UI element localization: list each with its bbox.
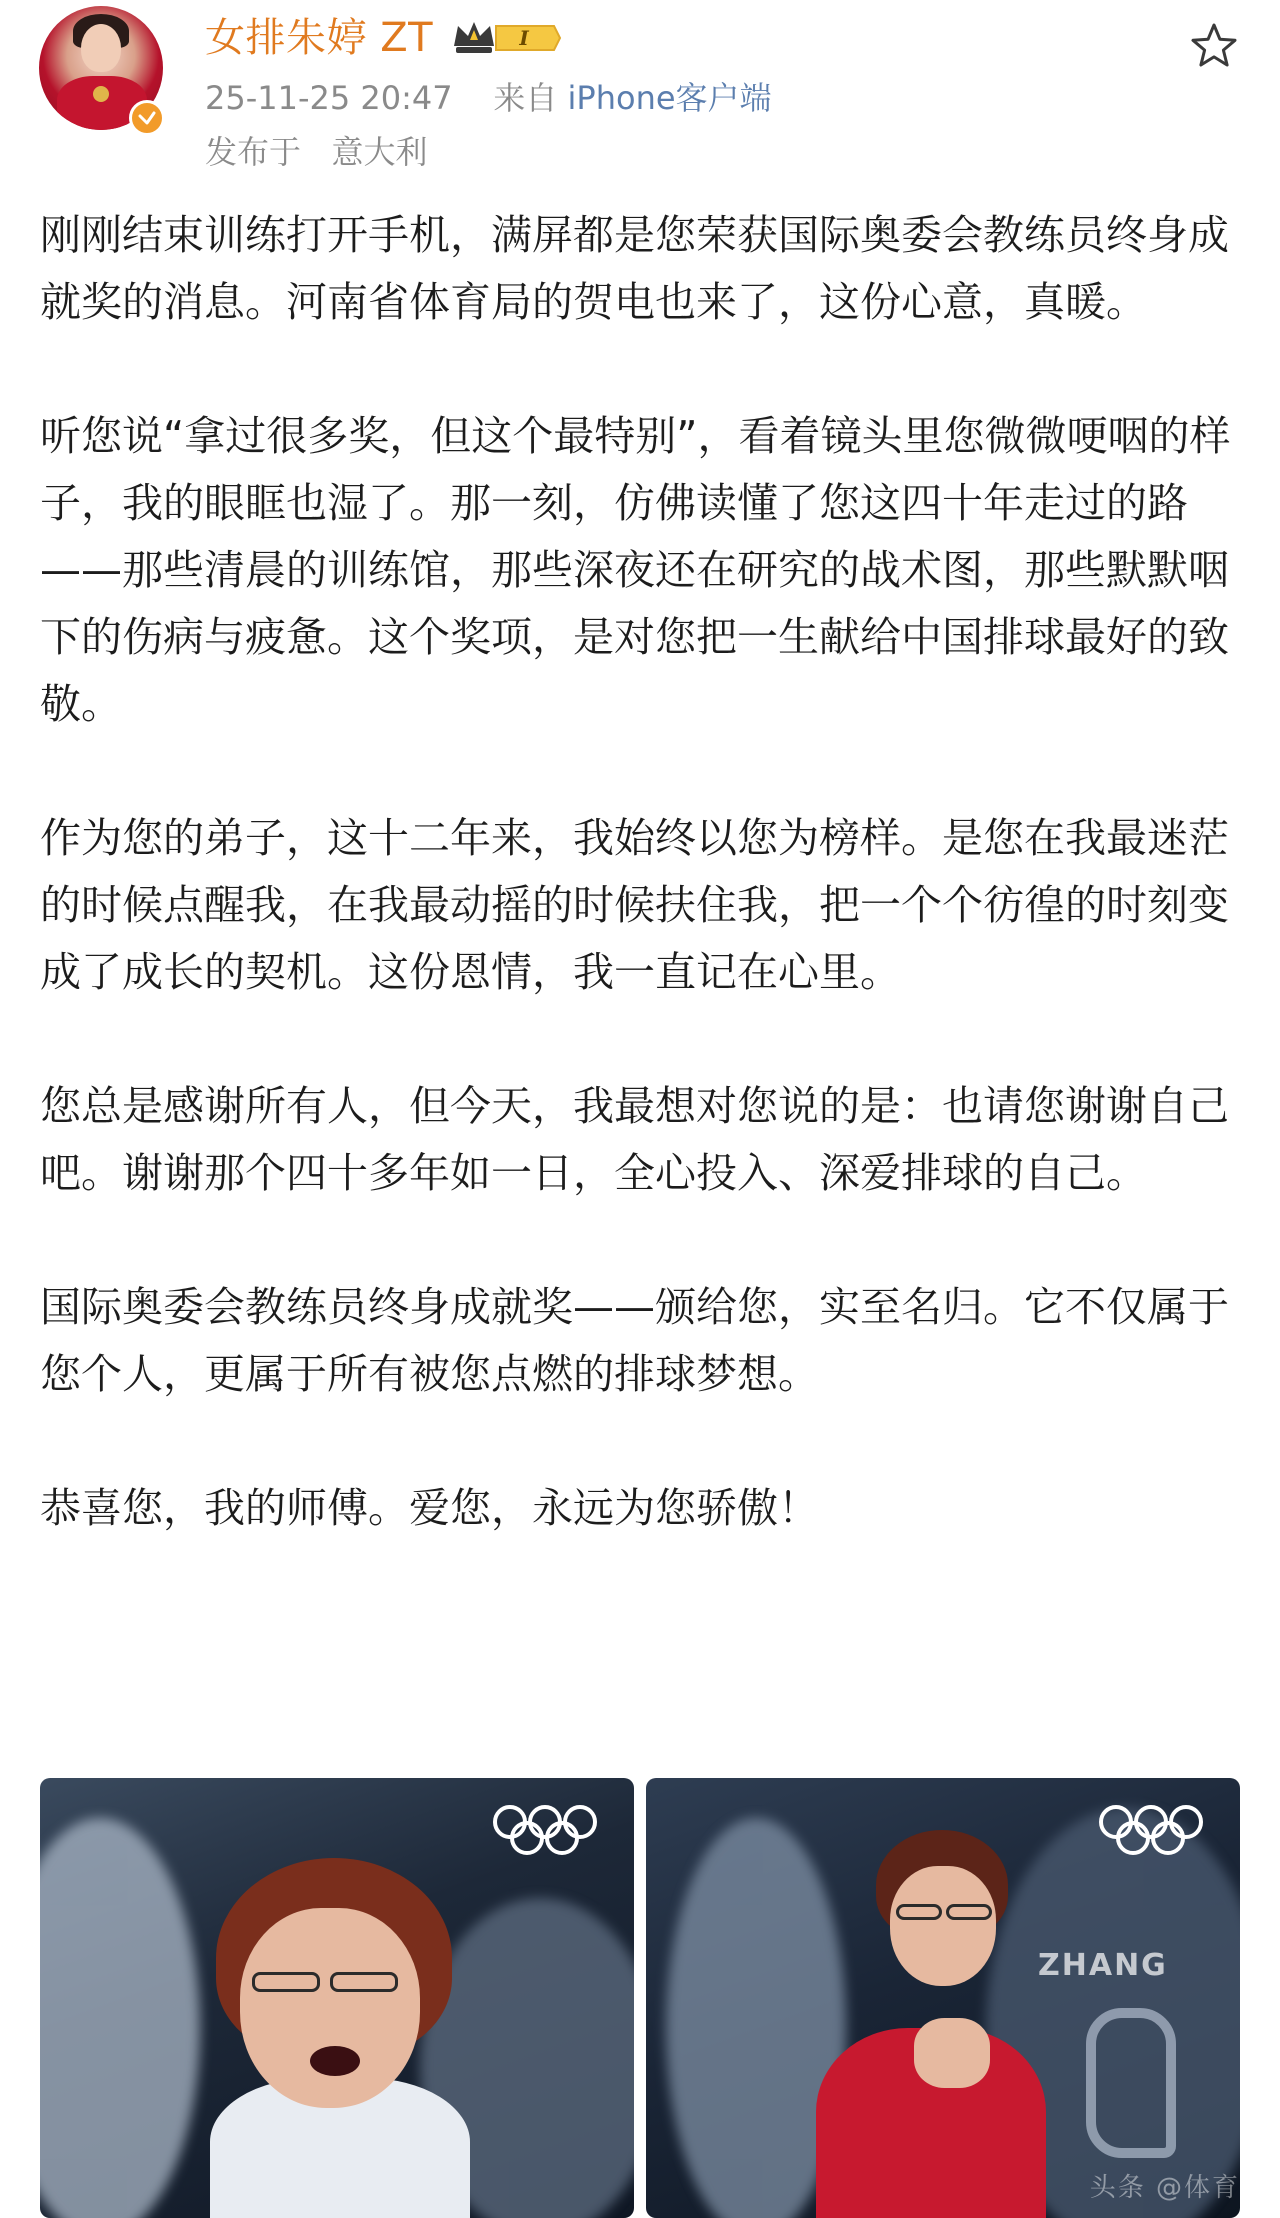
post-body — [40, 202, 1250, 1542]
avatar[interactable] — [39, 6, 163, 130]
favorite-star-icon[interactable] — [1188, 20, 1240, 72]
paragraph: 国际奥委会教练员终身成就奖——颁给您，实至名归。它不仅属于您个人，更属于所有被您点燃的排球梦想。 — [40, 1283, 1229, 1398]
verified-badge-icon — [129, 100, 165, 136]
coach-face — [890, 1866, 996, 1986]
post-photo-1[interactable] — [40, 1778, 634, 2218]
coach-glasses — [330, 1972, 398, 1992]
avatar-face — [81, 24, 121, 72]
avatar-medal — [93, 86, 109, 102]
image-watermark: 头条 @体育 — [1089, 2173, 1240, 2203]
post-header — [0, 0, 1280, 180]
post-timestamp: 25-11-25 20:47 — [205, 79, 453, 117]
vip-level-text: I — [519, 26, 529, 50]
post-meta — [205, 76, 772, 120]
olympic-rings-icon — [1096, 1802, 1206, 1858]
paragraph: 作为您的弟子，这十二年来，我始终以您为榜样。是您在我最迷茫的时候点醒我，在我最动摇的时候扶住我，把一个个彷徨的时刻变成了成长的契机。这份恩情，我一直记在心里。 — [40, 814, 1229, 996]
location-name: 意大利 — [331, 133, 428, 171]
player-jersey-text: ZHANG — [1038, 1948, 1168, 1983]
coach-face — [240, 1908, 420, 2108]
location-prefix: 发布于 — [205, 133, 302, 171]
username[interactable]: 女排朱婷 ZT — [205, 15, 434, 61]
paragraph: 您总是感谢所有人，但今天，我最想对您说的是：也请您谢谢自己吧。谢谢那个四十多年如一日，全心投入、深爱排球的自己。 — [40, 1082, 1229, 1197]
source-link[interactable]: iPhone客户端 — [567, 79, 772, 117]
vip-crown-badge-icon[interactable] — [450, 16, 562, 60]
player-jersey-number — [1086, 2008, 1176, 2158]
paragraph: 恭喜您，我的师傅。爱您，永远为您骄傲！ — [40, 1484, 819, 1532]
paragraph: 听您说“拿过很多奖，但这个最特别”，看着镜头里您微微哽咽的样子，我的眼眶也湿了。那一刻，仿佛读懂了您这四十年走过的路——那些清晨的训练馆，那些深夜还在研究的战术图，那些默默咽下的伤病与疲惫。这个奖项，是对您把一生献给中国排球最好的致敬。 — [40, 412, 1231, 728]
coach-glasses — [896, 1904, 942, 1920]
coach-glasses — [252, 1972, 320, 1992]
paragraph: 刚刚结束训练打开手机，满屏都是您荣获国际奥委会教练员终身成就奖的消息。河南省体育局的贺电也来了，这份心意，真暖。 — [40, 211, 1229, 326]
post-image-grid — [40, 1778, 1240, 2203]
coach-glasses — [946, 1904, 992, 1920]
post-photo-2[interactable] — [646, 1778, 1240, 2218]
coach-hands — [914, 2018, 990, 2088]
blurred-player-figure — [40, 1818, 200, 2218]
post-location — [205, 130, 428, 174]
coach-mouth — [310, 2046, 360, 2076]
checkmark-icon — [138, 111, 156, 125]
source-prefix: 来自 — [493, 79, 558, 117]
olympic-rings-icon — [490, 1802, 600, 1858]
